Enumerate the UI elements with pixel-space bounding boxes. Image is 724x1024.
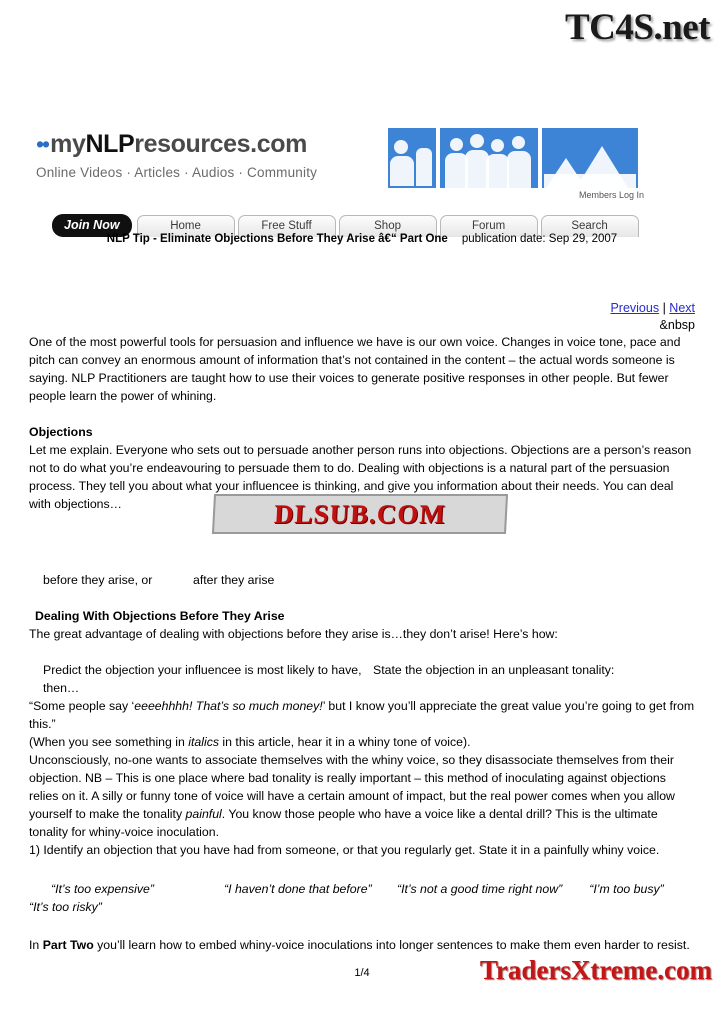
- predict-objection-text: Predict the objection your influencee is most likely to have, then…: [43, 663, 362, 695]
- example-objection-1: “It’s too expensive”: [51, 882, 154, 896]
- example-objection-5: “It’s too risky”: [29, 900, 102, 914]
- tradersxtreme-watermark: TradersXtreme.com: [479, 955, 712, 985]
- italics-note-italic: italics: [188, 735, 220, 749]
- example-objection-3: “It’s not a good time right now”: [397, 882, 563, 896]
- italics-note-a: (When you see something in: [29, 735, 189, 749]
- previous-link[interactable]: Previous: [610, 301, 660, 315]
- abstract-figure-image: [388, 128, 436, 188]
- heading-dealing-with-objections: Dealing With Objections Before They Arise: [35, 609, 285, 623]
- closing-a: In: [29, 938, 43, 952]
- example-objection-2: “I haven’t done that before”: [224, 882, 372, 896]
- quote-end: ’ but I know you’ll appreciate the great value you’re going to get from this.”: [29, 699, 695, 731]
- unconscious-a: Unconsciously, no-one wants to associate themselves with the whiny voice, so they disassociate themselves from their objection. NB – This is one place where bad tonality is really important – this method of inoculating against objections relies on it. A silly or funny tone of voice will have a certain amount of impact, but the real power comes when you allow yourself to make the tonality: [29, 753, 675, 821]
- pager: [610, 301, 695, 315]
- page-title: NLP Tip - Eliminate Objections Before They Arise â€“ Part One: [106, 233, 448, 245]
- paragraph-objections: Let me explain. Everyone who sets out to persuade another person runs into objections. Objections are a person’s reason not to do what you’re endeavouring to persuade them to do. Dealing with objections is a natural part of the persuasion process. They tell you about what your influencee is thinking, and give you information about their needs. You can deal with objections…: [29, 443, 692, 511]
- objection-options-row: [29, 571, 695, 589]
- tc4s-watermark: TC4S.net: [564, 7, 710, 48]
- example-objections-row: [29, 880, 695, 898]
- pager-separator: |: [662, 301, 666, 315]
- logo-rest: resources.com: [134, 130, 307, 158]
- article-title-row: [0, 233, 724, 245]
- paragraph-exercise: 1) Identify an objection that you have had from someone, or that you regularly get. State it in a painfully whiny voice.: [29, 843, 660, 857]
- site-logo[interactable]: [36, 130, 381, 180]
- logo-my: my: [50, 130, 86, 158]
- nav-tab-free-stuff[interactable]: Free Stuff: [238, 215, 336, 237]
- heading-objections: Objections: [29, 425, 93, 439]
- unconscious-b: . You know those people who have a voice like a dental drill? This is the ultimate tonality for whiny-voice inoculation.: [29, 807, 658, 839]
- example-objection-4: “I’m too busy”: [589, 882, 664, 896]
- nav-tab-shop[interactable]: Shop: [339, 215, 437, 237]
- predict-state-row: [29, 661, 695, 697]
- option-after-arise: after they arise: [193, 573, 275, 587]
- members-login-link[interactable]: Members Log In: [578, 190, 644, 200]
- paragraph-unconscious: [29, 751, 695, 841]
- dlsub-watermark-text: DLSUB.COM: [273, 498, 447, 529]
- paragraph-closing: [29, 936, 695, 954]
- dlsub-watermark: [212, 494, 508, 534]
- landscape-image: [542, 128, 638, 188]
- nbsp-text: &nbsp: [659, 318, 695, 332]
- paragraph-italics-note: [29, 733, 695, 751]
- quote-start: “Some people say ‘: [29, 699, 135, 713]
- nav-tab-forum[interactable]: Forum: [440, 215, 538, 237]
- closing-b: you’ll learn how to embed whiny-voice inoculations into longer sentences to make them even harder to resist.: [93, 938, 690, 952]
- closing-part-two: Part Two: [42, 938, 94, 952]
- join-now-button[interactable]: Join Now: [52, 214, 132, 237]
- logo-tagline: Online Videos · Articles · Audios · Community: [36, 165, 318, 180]
- paragraph-intro: One of the most powerful tools for persuasion and influence we have is our own voice. Changes in voice tone, pace and pitch can convey an enormous amount of information that’s not contained in the content – the actual words someone is saying. NLP Practitioners are taught how to use their voices to generate positive responses in other people. But fewer people learn the power of whining.: [29, 335, 681, 403]
- logo-wordmark: [36, 130, 381, 159]
- group-of-people-image: [440, 128, 538, 188]
- logo-nlp: NLP: [85, 130, 135, 158]
- paragraph-quote-example: [29, 697, 695, 733]
- header-hero-images: [388, 128, 638, 188]
- article-body: [29, 333, 695, 954]
- option-before-arise: before they arise, or: [43, 573, 153, 587]
- publication-date: publication date: Sep 29, 2007: [461, 233, 618, 245]
- state-objection-text: State the objection in an unpleasant tonality:: [373, 663, 615, 677]
- next-link[interactable]: Next: [669, 301, 695, 315]
- quote-italic: eeeehhhh! That’s so much money!: [134, 699, 323, 713]
- nav-tab-search[interactable]: Search: [541, 215, 639, 237]
- paragraph-dealing-body: The great advantage of dealing with objections before they arise is…they don’t arise! Here’s how:: [29, 627, 558, 641]
- nav-tab-home[interactable]: Home: [137, 215, 235, 237]
- unconscious-italic: painful: [185, 807, 222, 821]
- logo-dots-icon: ••: [36, 131, 49, 157]
- page-number: 1/4: [354, 967, 370, 979]
- italics-note-b: in this article, hear it in a whiny tone of voice).: [219, 735, 471, 749]
